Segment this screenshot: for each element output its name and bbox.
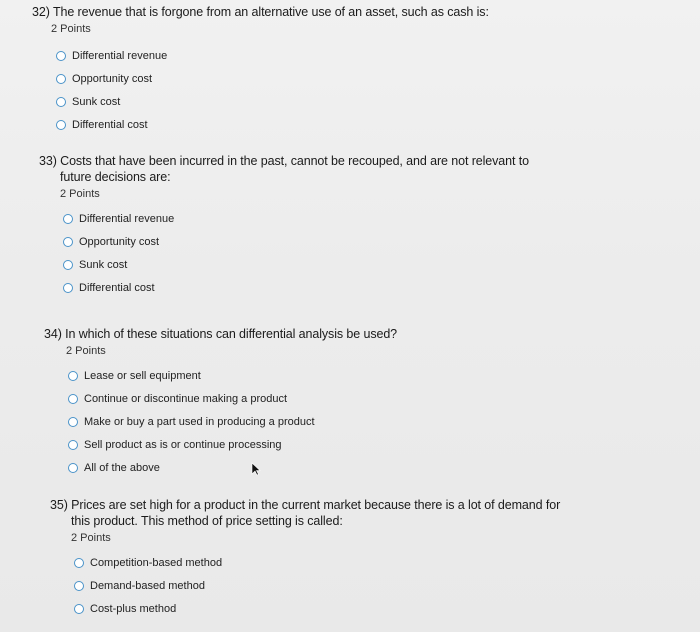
question-text: The revenue that is forgone from an alternative use of an asset, such as cash is: [52, 5, 489, 19]
question-number: 34) [44, 327, 62, 341]
question-33 [39, 153, 559, 299]
question-35 [50, 497, 580, 620]
question-title [39, 153, 559, 185]
answer-option[interactable] [56, 44, 502, 67]
option-label: Differential cost [79, 281, 155, 294]
radio-button-icon[interactable] [56, 97, 66, 107]
option-label: Cost-plus method [90, 602, 177, 615]
radio-button-icon[interactable] [68, 440, 78, 450]
option-label: Opportunity cost [72, 72, 153, 85]
radio-button-icon[interactable] [68, 463, 78, 473]
option-label: Sunk cost [72, 95, 121, 108]
radio-button-icon[interactable] [68, 371, 78, 381]
option-label: Competition-based method [90, 556, 223, 569]
question-number: 32) [32, 5, 50, 19]
option-label: Continue or discontinue making a product [84, 392, 288, 405]
answer-option[interactable] [63, 207, 559, 230]
question-number: 35) [50, 498, 68, 512]
answer-option[interactable] [74, 551, 580, 574]
answer-options [74, 551, 580, 620]
question-points: 2 Points [60, 188, 100, 200]
option-label: Differential revenue [72, 49, 168, 62]
question-points: 2 Points [66, 345, 106, 357]
option-label: Opportunity cost [79, 235, 160, 248]
answer-option[interactable] [68, 410, 444, 433]
answer-option[interactable] [56, 113, 502, 136]
answer-option[interactable] [63, 276, 559, 299]
radio-button-icon[interactable] [74, 581, 84, 591]
radio-button-icon[interactable] [63, 283, 73, 293]
question-title [50, 497, 580, 529]
radio-button-icon[interactable] [63, 214, 73, 224]
option-label: All of the above [84, 461, 160, 474]
answer-option[interactable] [56, 67, 502, 90]
answer-option[interactable] [68, 433, 444, 456]
answer-option[interactable] [63, 253, 559, 276]
question-title [32, 4, 502, 20]
answer-option[interactable] [68, 387, 444, 410]
option-label: Make or buy a part used in producing a product [84, 415, 315, 428]
answer-option[interactable] [68, 364, 444, 387]
radio-button-icon[interactable] [63, 260, 73, 270]
answer-option[interactable] [56, 90, 502, 113]
answer-option[interactable] [74, 597, 580, 620]
mouse-cursor-icon [251, 462, 261, 476]
option-label: Differential cost [72, 118, 148, 131]
answer-option[interactable] [74, 574, 580, 597]
answer-options [56, 44, 502, 136]
option-label: Demand-based method [90, 579, 205, 592]
radio-button-icon[interactable] [74, 558, 84, 568]
question-number: 33) [39, 154, 57, 168]
option-label: Lease or sell equipment [84, 369, 201, 382]
option-label: Differential revenue [79, 212, 175, 225]
question-points: 2 Points [71, 532, 111, 544]
question-points: 2 Points [51, 23, 91, 35]
radio-button-icon[interactable] [68, 417, 78, 427]
question-text: Costs that have been incurred in the past, cannot be recouped, and are not relevant to future decisions are: [60, 154, 529, 184]
radio-button-icon[interactable] [74, 604, 84, 614]
radio-button-icon[interactable] [68, 394, 78, 404]
question-text: In which of these situations can differential analysis be used? [65, 327, 398, 341]
radio-button-icon[interactable] [56, 120, 66, 130]
question-34 [44, 326, 444, 479]
answer-option[interactable] [63, 230, 559, 253]
question-32 [32, 4, 502, 136]
radio-button-icon[interactable] [63, 237, 73, 247]
option-label: Sell product as is or continue processing [84, 438, 282, 451]
question-text: Prices are set high for a product in the current market because there is a lot of demand for this product. This method of price setting is called: [71, 498, 561, 528]
radio-button-icon[interactable] [56, 51, 66, 61]
question-title [44, 326, 444, 342]
option-label: Sunk cost [79, 258, 128, 271]
radio-button-icon[interactable] [56, 74, 66, 84]
answer-options [63, 207, 559, 299]
